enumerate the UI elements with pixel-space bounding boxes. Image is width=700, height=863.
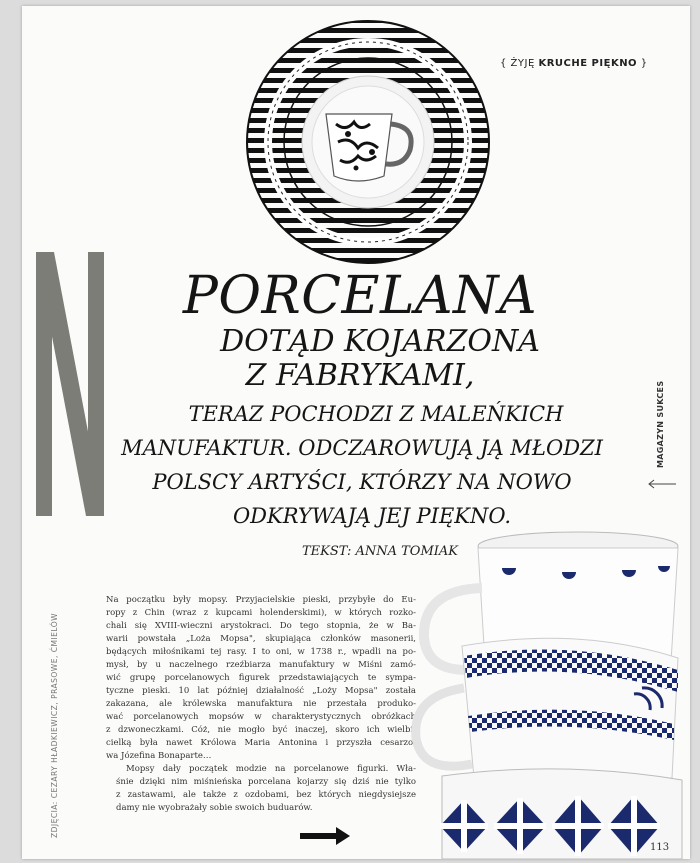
article-body (106, 594, 416, 815)
headline-line-1: PORCELANA (182, 266, 538, 326)
body-line: Na początku były mopsy. Przyjacielskie pieski, przybyłe do Eu- (106, 595, 416, 605)
subhead-line-1: TERAZ POCHODZI Z MALEŃKICH (188, 402, 564, 426)
continue-arrow-icon (300, 827, 350, 849)
section-prefix: ŻYJĘ (510, 58, 535, 69)
body-line: Mopsy dały początek modzie na porcelanowe figurki. Wła- (126, 764, 416, 774)
magazine-label: MAGAZYN SUKCES (656, 380, 665, 468)
body-line: wać porcelanowych mopsów w charakterystycznych obróżkach (106, 712, 416, 722)
body-line: chali się XVIII-wieczni arystokraci. Do tego stopnia, że w Ba- (106, 621, 416, 631)
body-line: zakazana, ale królewska manufaktura nie przestała produko- (106, 699, 416, 709)
body-line: wić grupę porcelanowych figurek przedstawiających te sympa- (106, 673, 416, 683)
body-line: z dzwoneczkami. Cóż, nie mogło być inaczej, skoro ich wielbi- (106, 725, 416, 735)
side-arrow-icon (646, 474, 676, 493)
subhead-line-4: ODKRYWAJĄ JEJ PIĘKNO. (232, 504, 512, 528)
body-line: mysł, by u naczelnego rzeźbiarza manufaktury w Miśni zamó- (106, 660, 416, 670)
body-line: ropy z Chin (wraz z kupcami holenderskimi), w których rozko- (106, 608, 416, 618)
photo-credit: ZDJĘCIA: CEZARY HŁADKIEWICZ, PRASOWE, ĆMIELÓW (50, 612, 59, 838)
subhead-line-3: POLSCY ARTYŚCI, KTÓRZY NA NOWO (152, 470, 572, 494)
body-line: cielką była nawet Królowa Maria Antonina i przyszła cesarzo- (106, 738, 416, 748)
striped-plate-image (244, 18, 492, 266)
paragraph-2 (106, 763, 416, 815)
author-byline: TEKST: ANNA TOMIAK (301, 544, 459, 559)
headline-line-2: DOTĄD KOJARZONA (220, 324, 540, 359)
body-line: damy nie wyobrażały sobie swoich buduarów. (116, 803, 313, 813)
stacked-cups-image (402, 528, 692, 859)
subhead-line-2: MANUFAKTUR. ODCZAROWUJĄ JĄ MŁODZI (121, 436, 603, 460)
body-line: wa Józefina Bonaparte… (106, 751, 212, 761)
headline-line-3: Z FABRYKAMI, (245, 358, 475, 393)
body-line: będących miłośnikami tej rasy. I to oni, w 1738 r., wpadli na po- (106, 647, 416, 657)
body-line: śnie dzięki nim miśnieńska porcelana kojarzy się dziś nie tylko (116, 777, 416, 787)
section-tag (500, 58, 648, 69)
body-line: warii powstała „Loża Mopsa", skupiająca członków masonerii, (106, 634, 416, 644)
section-brace-close: } (637, 58, 648, 69)
paragraph-1 (106, 594, 416, 763)
body-line: tyczne pieski. 10 lat później działalność „Loży Mopsa" została (106, 686, 416, 696)
section-name: KRUCHE PIĘKNO (538, 58, 638, 69)
body-line: z zastawami, ale także z ozdobami, bez których niegdysiejsze (116, 790, 416, 800)
section-brace-open: { (500, 58, 511, 69)
page-number: 113 (650, 842, 670, 853)
